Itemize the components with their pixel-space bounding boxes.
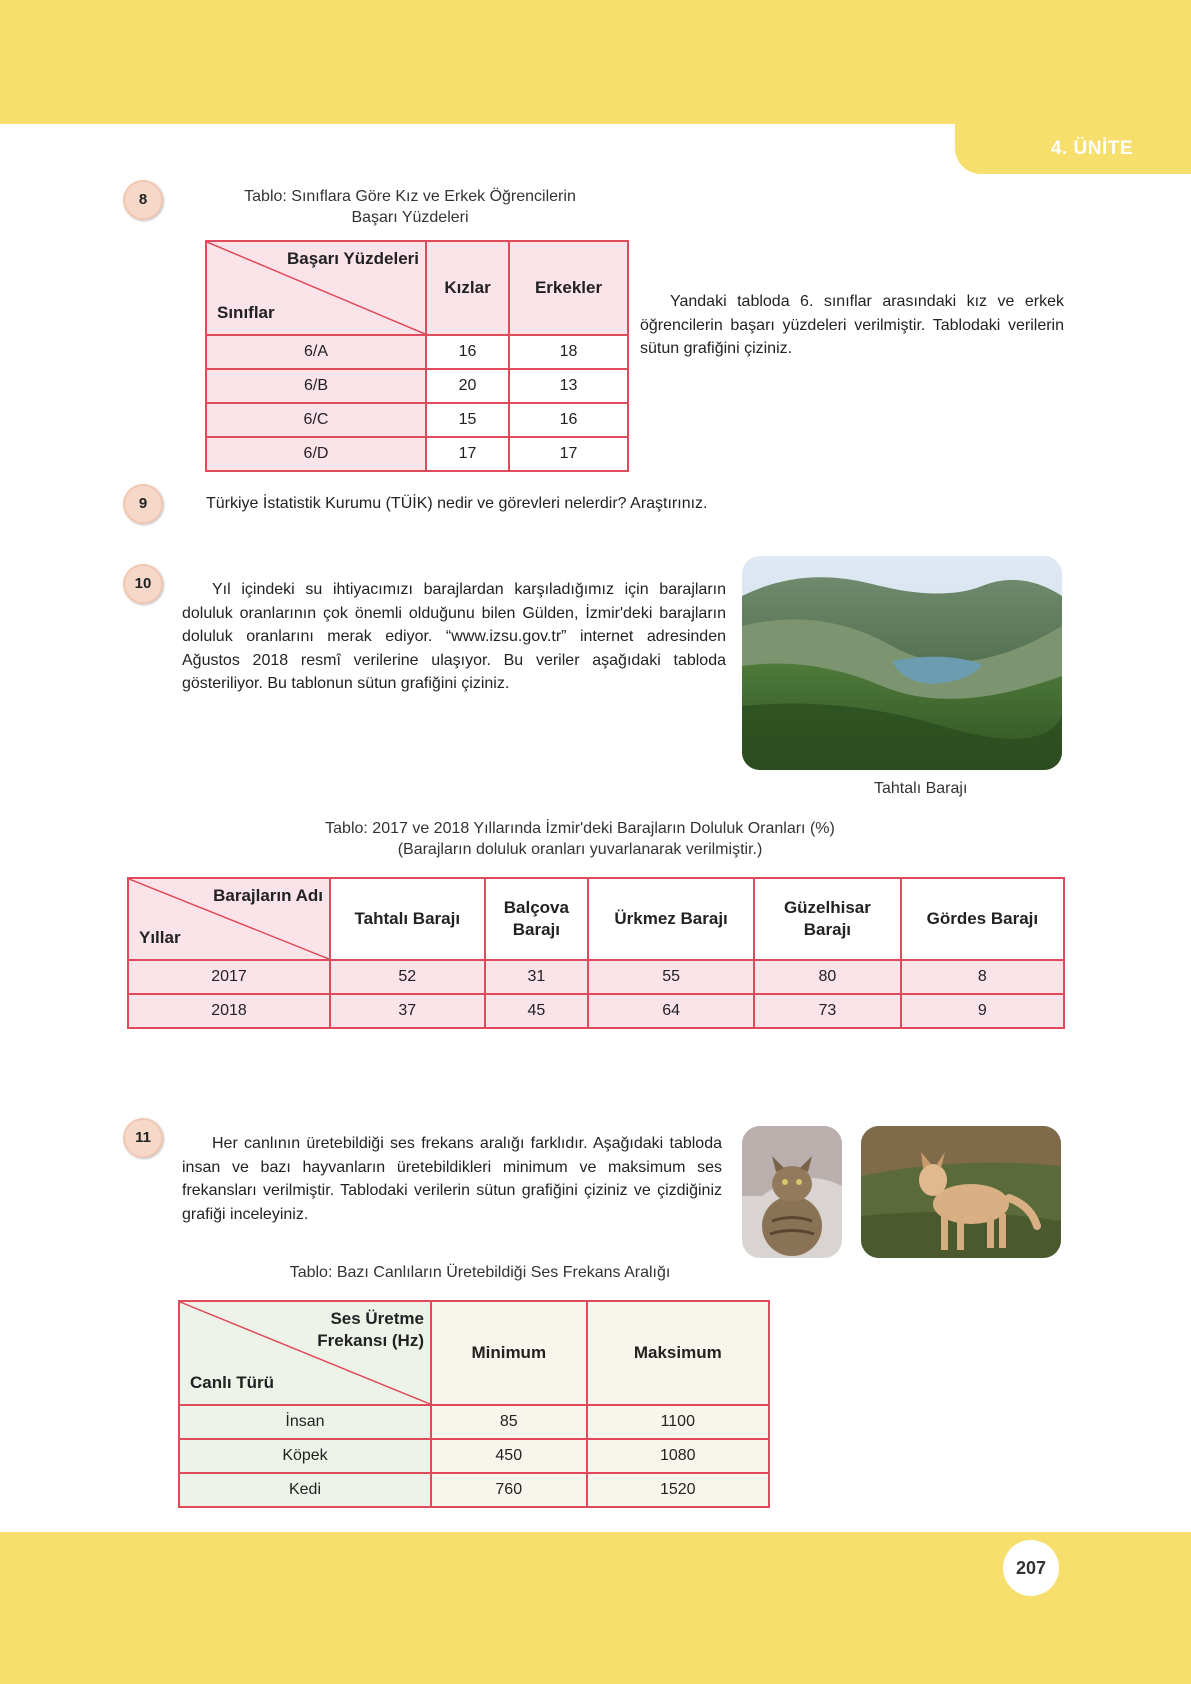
table-row xyxy=(206,335,628,369)
cat-image xyxy=(742,1126,842,1258)
unit-tab-label: 4. ÜNİTE xyxy=(1050,138,1133,159)
table-row xyxy=(179,1439,769,1473)
row-label: 2017 xyxy=(128,960,330,994)
dog-photo xyxy=(861,1126,1061,1258)
cat-photo xyxy=(742,1126,842,1258)
q11-header-maximum: Maksimum xyxy=(587,1301,769,1405)
q8-header-girls: Kızlar xyxy=(426,241,509,335)
row-label: Köpek xyxy=(179,1439,431,1473)
cell: 80 xyxy=(754,960,901,994)
question-11-badge: 11 xyxy=(123,1118,163,1158)
row-label: 2018 xyxy=(128,994,330,1028)
q8-corner-bottom: Sınıflar xyxy=(217,303,275,322)
cell: 73 xyxy=(754,994,901,1028)
cell: 55 xyxy=(588,960,754,994)
row-label: Kedi xyxy=(179,1473,431,1507)
cell: 1080 xyxy=(587,1439,769,1473)
cell: 85 xyxy=(431,1405,587,1439)
q9-text: Türkiye İstatistik Kurumu (TÜİK) nedir ve görevleri nelerdir? Araştırınız. xyxy=(206,495,708,512)
q10-table xyxy=(127,877,1065,1029)
question-9-badge: 9 xyxy=(123,484,163,524)
cell: 9 xyxy=(901,994,1064,1028)
cell: 37 xyxy=(330,994,485,1028)
q11-table-caption: Tablo: Bazı Canlıların Üretebildiği Ses Frekans Aralığı xyxy=(289,1264,671,1281)
question-8-badge: 8 xyxy=(123,180,163,220)
cell: 18 xyxy=(509,335,628,369)
q10-header-urkmez: Ürkmez Barajı xyxy=(588,878,754,960)
cell: 450 xyxy=(431,1439,587,1473)
cell: 16 xyxy=(509,403,628,437)
q10-header-balcova-label: Balçova Barajı xyxy=(503,898,569,939)
q10-table-caption xyxy=(230,818,930,860)
row-label: 6/A xyxy=(206,335,426,369)
row-label: İnsan xyxy=(179,1405,431,1439)
q10-caption-line2: (Barajların doluluk oranları yuvarlanarak verilmiştir.) xyxy=(397,841,763,858)
unit-tab xyxy=(955,124,1191,174)
q10-header-guzelhisar-label: Güzelhisar Barajı xyxy=(783,898,871,939)
q10-text xyxy=(182,578,726,696)
q10-caption-line1: Tablo: 2017 ve 2018 Yıllarında İzmir'deki Barajların Doluluk Oranları (%) xyxy=(325,820,835,837)
dog-image xyxy=(861,1126,1061,1258)
cell: 16 xyxy=(426,335,509,369)
q10-paragraph: Yıl içindeki su ihtiyacımızı barajlardan karşıladığımız için barajların doluluk oranlarının çok önemli olduğunu bilen Gülden, İzmir'deki barajların doluluk oranlarını merak ediyor. “www.izsu.gov.tr” internet adresinden Ağustos 2018 resmî verilerine ulaşıyor. Bu veriler aşağıdaki tabloda gösteriliyor. Bu tablonun sütun grafiğini çiziniz. xyxy=(182,581,726,692)
table-row xyxy=(128,960,1064,994)
page-number: 207 xyxy=(1003,1540,1059,1596)
q8-table-caption xyxy=(200,186,620,228)
cell: 20 xyxy=(426,369,509,403)
question-10-badge: 10 xyxy=(123,564,163,604)
cell: 17 xyxy=(509,437,628,471)
table-row xyxy=(179,1405,769,1439)
q8-instruction xyxy=(640,290,1064,361)
cell: 8 xyxy=(901,960,1064,994)
dam-landscape-image xyxy=(742,556,1062,770)
cell: 760 xyxy=(431,1473,587,1507)
table-row xyxy=(206,403,628,437)
q11-corner-top-line1: Ses Üretme xyxy=(330,1309,424,1328)
q10-corner-cell xyxy=(128,878,330,960)
q8-header-boys: Erkekler xyxy=(509,241,628,335)
q11-header-minimum: Minimum xyxy=(431,1301,587,1405)
q10-header-balcova xyxy=(485,878,589,960)
table-row xyxy=(128,994,1064,1028)
q11-corner-cell xyxy=(179,1301,431,1405)
row-label: 6/C xyxy=(206,403,426,437)
table-row xyxy=(206,369,628,403)
q8-table xyxy=(205,240,629,472)
q10-header-gordes: Gördes Barajı xyxy=(901,878,1064,960)
q10-corner-top: Barajların Adı xyxy=(213,886,323,905)
q11-corner-top-line2: Frekansı (Hz) xyxy=(317,1331,424,1350)
cell: 1520 xyxy=(587,1473,769,1507)
top-band xyxy=(0,0,1191,124)
table-row xyxy=(206,437,628,471)
dam-photo-caption: Tahtalı Barajı xyxy=(874,780,968,797)
cell: 13 xyxy=(509,369,628,403)
q8-corner-top: Başarı Yüzdeleri xyxy=(287,249,419,268)
dam-photo xyxy=(742,556,1062,770)
cell: 17 xyxy=(426,437,509,471)
cell: 1100 xyxy=(587,1405,769,1439)
cell: 64 xyxy=(588,994,754,1028)
table-row xyxy=(179,1473,769,1507)
q11-corner-top xyxy=(317,1308,424,1352)
q10-corner-bottom: Yıllar xyxy=(139,928,181,947)
q10-header-tahtali: Tahtalı Barajı xyxy=(330,878,485,960)
q8-corner-cell xyxy=(206,241,426,335)
q8-instruction-text: Yandaki tabloda 6. sınıflar arasındaki kız ve erkek öğrencilerin başarı yüzdeleri verilmiştir. Tablodaki verilerin sütun grafiğini çiziniz. xyxy=(640,293,1064,357)
q10-header-guzelhisar xyxy=(754,878,901,960)
cell: 31 xyxy=(485,960,589,994)
cell: 52 xyxy=(330,960,485,994)
cell: 15 xyxy=(426,403,509,437)
q8-caption-line2: Başarı Yüzdeleri xyxy=(351,209,469,226)
q11-paragraph: Her canlının üretebildiği ses frekans aralığı farklıdır. Aşağıdaki tabloda insan ve bazı hayvanların üretebildikleri minimum ve maksimum ses frekansları verilmiştir. Tablodaki verilerin sütun grafiğini çiziniz ve çizdiğiniz grafiği inceleyiniz. xyxy=(182,1135,722,1223)
q11-table xyxy=(178,1300,770,1508)
row-label: 6/D xyxy=(206,437,426,471)
cell: 45 xyxy=(485,994,589,1028)
row-label: 6/B xyxy=(206,369,426,403)
q11-corner-bottom: Canlı Türü xyxy=(190,1373,275,1392)
q11-text xyxy=(182,1132,722,1226)
q8-caption-line1: Tablo: Sınıflara Göre Kız ve Erkek Öğrencilerin xyxy=(244,188,576,205)
